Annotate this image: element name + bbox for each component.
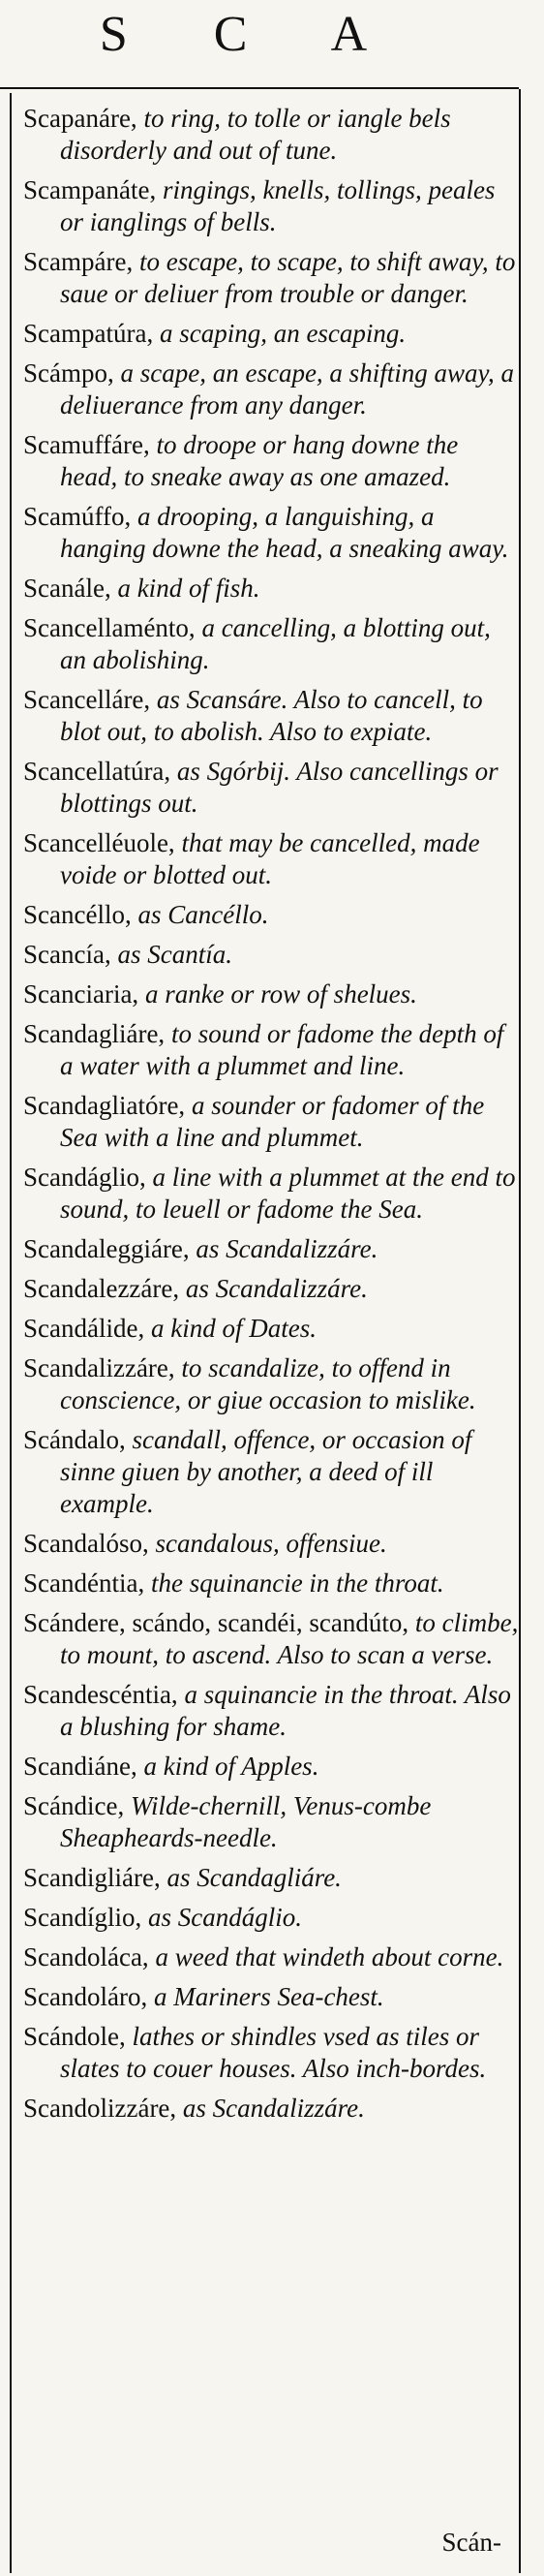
entry <box>23 2021 519 2085</box>
entry <box>23 1090 519 1154</box>
definition: a kind of Apples. <box>136 1752 319 1781</box>
definition: as Scandalizzáre. <box>176 2094 365 2123</box>
headword: Scandálide, <box>23 1314 145 1343</box>
definition: a weed that windeth about corne. <box>148 1942 504 1971</box>
definition: a kind of fish. <box>110 574 260 603</box>
definition: that may be cancelled, made voide or blotted out. <box>60 828 480 889</box>
definition: a line with a plummet at the end to sound, to leuell or fadome the Sea. <box>60 1163 516 1224</box>
headword: Scandoláro, <box>23 1982 148 2011</box>
definition: lathes or shindles vsed as tiles or slates to couer houses. Also inch-bordes. <box>60 2022 487 2083</box>
definition: scandall, offence, or occasion of sinne giuen by another, a deed of ill example. <box>60 1425 472 1518</box>
definition: as Scansáre. Also to cancell, to blot out, to abolish. Also to expiate. <box>60 685 483 746</box>
headword: Scancelléuole, <box>23 828 175 857</box>
headword: Scamuffáre, <box>23 430 150 459</box>
entry <box>23 1941 519 1973</box>
headword: Scandaleggiáre, <box>23 1234 190 1263</box>
definition: as Scandalizzáre. <box>179 1274 368 1303</box>
definition: a kind of Dates. <box>144 1314 317 1343</box>
headword: Scandescéntia, <box>23 1680 178 1709</box>
headword: Scancelláre, <box>23 685 151 714</box>
entry <box>23 1162 519 1226</box>
entry <box>23 429 519 493</box>
entry <box>23 1352 519 1416</box>
definition: to ring, to tolle or iangle bels disorderly and out of tune. <box>60 104 451 165</box>
entry <box>23 501 519 565</box>
entry <box>23 1233 519 1265</box>
definition: as Cancéllo. <box>131 900 269 929</box>
entry <box>23 899 519 931</box>
entry <box>23 1862 519 1894</box>
entry <box>23 1273 519 1305</box>
headword: Scancía, <box>23 940 111 969</box>
entry <box>23 939 519 971</box>
entry <box>23 246 519 310</box>
page-title: S C A <box>99 7 405 62</box>
entry <box>23 1018 519 1082</box>
headword: Scámpo, <box>23 358 114 388</box>
headword: Scancellaménto, <box>23 613 196 642</box>
headword: Scandoláca, <box>23 1942 149 1971</box>
right-column-rule <box>519 89 521 2573</box>
headword: Scandolizzáre, <box>23 2094 177 2123</box>
definition: a scape, an escape, a shifting away, a deliuerance from any danger. <box>60 358 514 419</box>
left-column-rule <box>10 93 12 2573</box>
headword: Scándere, scándo, scandéi, scandúto, <box>23 1608 409 1637</box>
dictionary-entries <box>23 103 519 2132</box>
definition: ringings, knells, tollings, peales or ianglings of bells. <box>60 175 496 236</box>
headword: Scándalo, <box>23 1425 126 1454</box>
headword: Scandáglio, <box>23 1163 146 1192</box>
header-rule <box>0 87 519 89</box>
headword: Scándice, <box>23 1791 125 1820</box>
entry <box>23 1751 519 1783</box>
headword: Scandagliatóre, <box>23 1091 186 1120</box>
headword: Scanále, <box>23 574 111 603</box>
definition: as Scantía. <box>110 940 232 969</box>
entry <box>23 1313 519 1345</box>
definition: to scandalize, to offend in conscience, or giue occasion to mislike. <box>60 1353 476 1414</box>
headword: Scanciaria, <box>23 979 139 1009</box>
definition: as Scandagliáre. <box>160 1863 342 1892</box>
headword: Scandigliáre, <box>23 1863 161 1892</box>
definition: a Mariners Sea-chest. <box>147 1982 384 2011</box>
definition: a cancelling, a blotting out, an abolishing. <box>60 613 491 674</box>
entry <box>23 1790 519 1854</box>
catchword: Scán- <box>441 2528 501 2557</box>
headword: Scandagliáre, <box>23 1019 166 1048</box>
headword: Scandiáne, <box>23 1752 137 1781</box>
entry <box>23 2093 519 2125</box>
headword: Scampatúra, <box>23 319 154 348</box>
headword: Scampáre, <box>23 247 134 276</box>
definition: a scaping, an escaping. <box>153 319 407 348</box>
definition: as Scandalizzáre. <box>189 1234 378 1263</box>
headword: Scándole, <box>23 2022 126 2051</box>
definition: as Sgórbij. Also cancellings or blottings out. <box>60 757 499 818</box>
entry <box>23 357 519 421</box>
headword: Scandalóso, <box>23 1529 149 1558</box>
entry <box>23 827 519 891</box>
definition: to climbe, to mount, to ascend. Also to scan a verse. <box>60 1608 519 1669</box>
entry <box>23 103 519 167</box>
entry <box>23 1424 519 1520</box>
entry <box>23 1679 519 1743</box>
entry <box>23 1607 519 1671</box>
definition: Wilde-chernill, Venus-combe Sheapheards-needle. <box>60 1791 432 1852</box>
entry <box>23 1567 519 1599</box>
entry <box>23 612 519 676</box>
headword: Scandíglio, <box>23 1903 142 1932</box>
definition: a sounder or fadomer of the Sea with a line and plummet. <box>60 1091 485 1152</box>
definition: as Scandáglio. <box>141 1903 302 1932</box>
entry <box>23 978 519 1010</box>
headword: Scampanáte, <box>23 175 157 204</box>
entry <box>23 1902 519 1934</box>
definition: a ranke or row of shelues. <box>138 979 417 1009</box>
definition: a drooping, a languishing, a hanging downe the head, a sneaking away. <box>60 502 509 563</box>
entry <box>23 756 519 820</box>
definition: to droope or hang downe the head, to sneake away as one amazed. <box>60 430 459 491</box>
definition: scandalous, offensiue. <box>148 1529 387 1558</box>
entry <box>23 318 519 350</box>
headword: Scandalizzáre, <box>23 1353 175 1382</box>
entry <box>23 1528 519 1560</box>
headword: Scamúffo, <box>23 502 132 531</box>
definition: the squinancie in the throat. <box>144 1568 444 1598</box>
headword: Scapanáre, <box>23 104 137 133</box>
headword: Scandéntia, <box>23 1568 145 1598</box>
entry <box>23 174 519 238</box>
definition: to escape, to scape, to shift away, to saue or deliuer from trouble or danger. <box>60 247 516 308</box>
definition: to sound or fadome the depth of a water with a plummet and line. <box>60 1019 504 1080</box>
headword: Scancéllo, <box>23 900 132 929</box>
headword: Scancellatúra, <box>23 757 171 786</box>
entry <box>23 684 519 748</box>
entry <box>23 1981 519 2013</box>
headword: Scandalezzáre, <box>23 1274 180 1303</box>
entry <box>23 573 519 605</box>
definition: a squinancie in the throat. Also a blushing for shame. <box>60 1680 511 1741</box>
